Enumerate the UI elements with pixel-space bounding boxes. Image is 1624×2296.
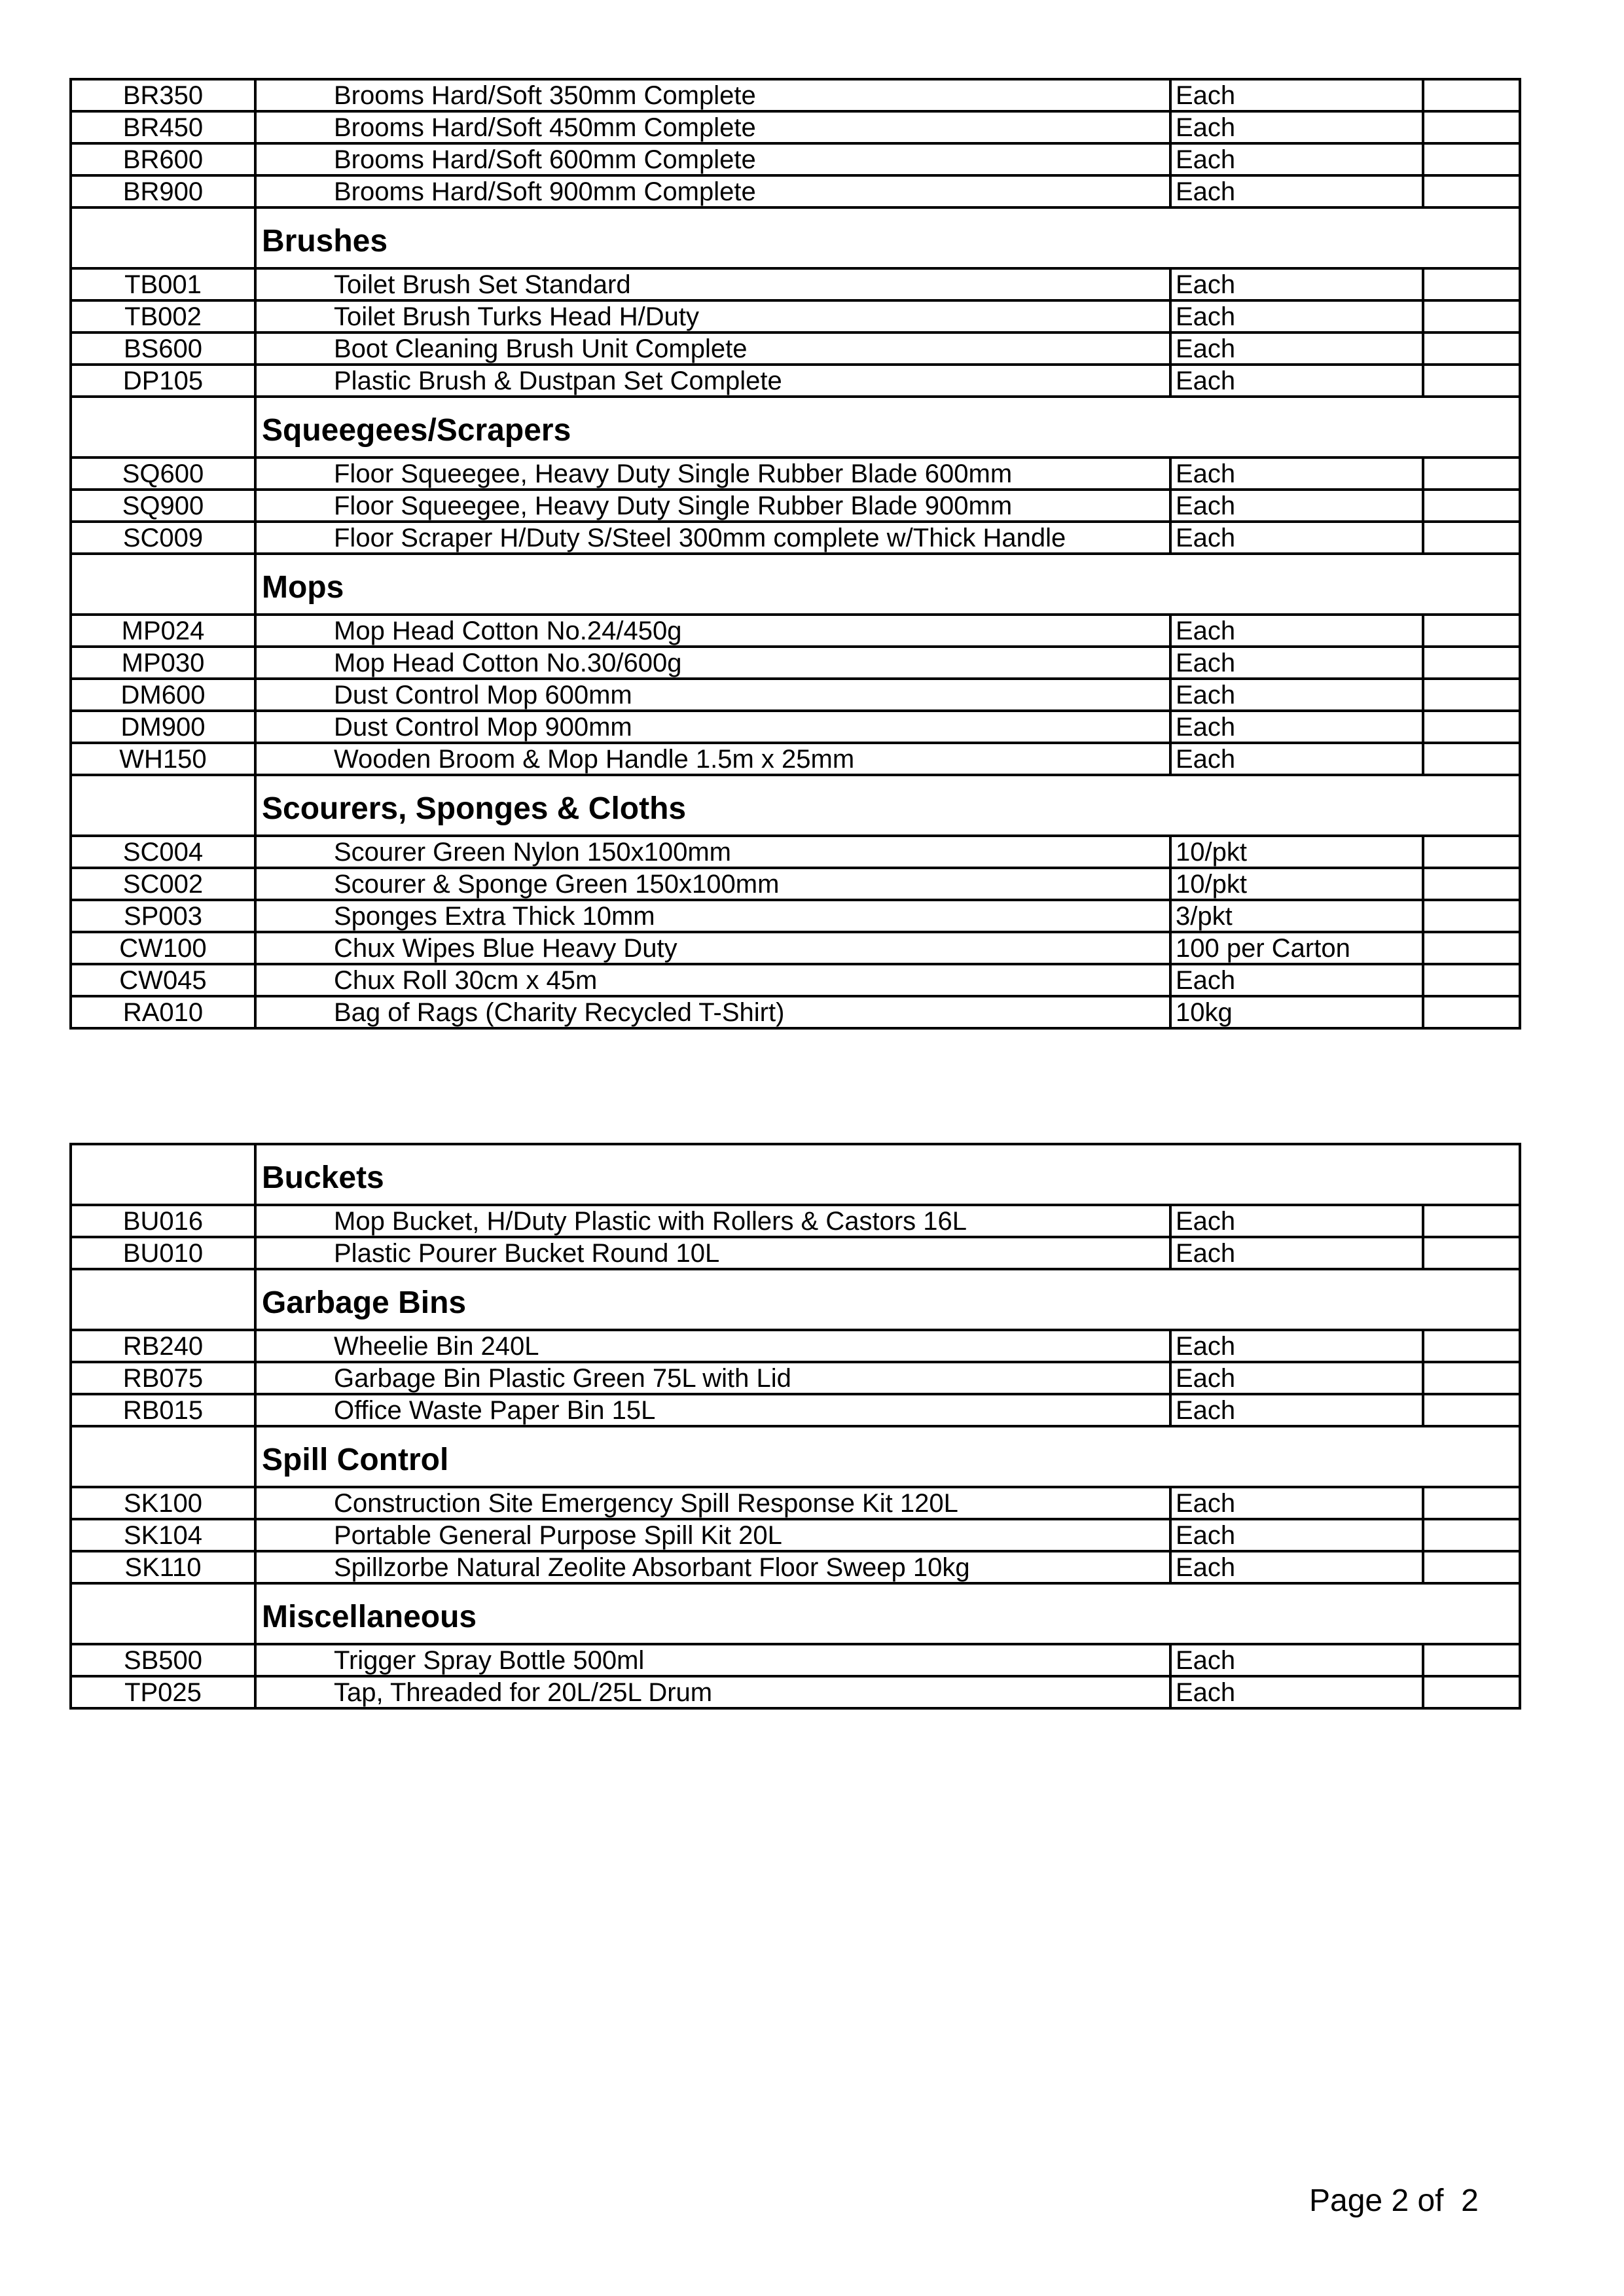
product-code-cell: BR900 [71,175,255,207]
unit-cell: Each [1170,1362,1423,1394]
page-number: Page 2 of 2 [1309,2183,1479,2218]
quantity-cell[interactable] [1423,964,1520,996]
table-row [71,300,1520,332]
product-code-cell: TB002 [71,300,255,332]
unit-cell: Each [1170,175,1423,207]
table-row [71,1237,1520,1269]
quantity-cell[interactable] [1423,868,1520,900]
unit-cell: 100 per Carton [1170,932,1423,964]
unit-cell: Each [1170,332,1423,365]
section-code-cell [71,1269,255,1330]
section-title: Mops [255,554,1520,615]
quantity-cell[interactable] [1423,365,1520,397]
table-row [71,836,1520,868]
product-code-cell: BS600 [71,332,255,365]
unit-cell: Each [1170,111,1423,143]
product-description-cell: Toilet Brush Set Standard [255,268,1170,300]
product-code-cell: MP030 [71,647,255,679]
section-code-cell [71,554,255,615]
product-code-cell: RA010 [71,996,255,1028]
table-row [71,743,1520,775]
product-code-cell: CW045 [71,964,255,996]
section-title: Brushes [255,207,1520,268]
quantity-cell[interactable] [1423,1330,1520,1362]
quantity-cell[interactable] [1423,836,1520,868]
table-row [71,996,1520,1028]
table-row [71,111,1520,143]
table-row [71,868,1520,900]
unit-cell: Each [1170,647,1423,679]
unit-cell: Each [1170,1330,1423,1362]
quantity-cell[interactable] [1423,711,1520,743]
table-row [71,1519,1520,1551]
product-description-cell: Brooms Hard/Soft 450mm Complete [255,111,1170,143]
section-header-row [71,1144,1520,1205]
product-code-cell: SC009 [71,522,255,554]
product-code-cell: SK110 [71,1551,255,1583]
product-description-cell: Sponges Extra Thick 10mm [255,900,1170,932]
unit-cell: 10/pkt [1170,868,1423,900]
quantity-cell[interactable] [1423,679,1520,711]
product-code-cell: TP025 [71,1676,255,1708]
product-code-cell: BR350 [71,79,255,111]
product-table-1 [69,78,1521,1030]
product-description-cell: Brooms Hard/Soft 600mm Complete [255,143,1170,175]
table-row [71,647,1520,679]
product-description-cell: Chux Wipes Blue Heavy Duty [255,932,1170,964]
product-description-cell: Floor Squeegee, Heavy Duty Single Rubber Blade 600mm [255,457,1170,490]
table-row [71,79,1520,111]
product-description-cell: Chux Roll 30cm x 45m [255,964,1170,996]
unit-cell: 10kg [1170,996,1423,1028]
table-row [71,615,1520,647]
unit-cell: Each [1170,1487,1423,1519]
product-description-cell: Mop Head Cotton No.24/450g [255,615,1170,647]
quantity-cell[interactable] [1423,300,1520,332]
product-description-cell: Plastic Pourer Bucket Round 10L [255,1237,1170,1269]
quantity-cell[interactable] [1423,79,1520,111]
product-code-cell: SC002 [71,868,255,900]
product-description-cell: Scourer Green Nylon 150x100mm [255,836,1170,868]
table-row [71,457,1520,490]
unit-cell: Each [1170,490,1423,522]
unit-cell: Each [1170,711,1423,743]
table-row [71,711,1520,743]
quantity-cell[interactable] [1423,490,1520,522]
table-row [71,1394,1520,1426]
table-row [71,900,1520,932]
product-code-cell: DM600 [71,679,255,711]
product-description-cell: Office Waste Paper Bin 15L [255,1394,1170,1426]
product-table-2 [69,1143,1521,1710]
product-code-cell: SQ600 [71,457,255,490]
quantity-cell[interactable] [1423,932,1520,964]
unit-cell: 3/pkt [1170,900,1423,932]
section-header-row [71,775,1520,836]
table-row [71,490,1520,522]
unit-cell: Each [1170,1237,1423,1269]
product-description-cell: Scourer & Sponge Green 150x100mm [255,868,1170,900]
quantity-cell[interactable] [1423,1487,1520,1519]
quantity-cell[interactable] [1423,111,1520,143]
table-row [71,1676,1520,1708]
unit-cell: Each [1170,79,1423,111]
quantity-cell[interactable] [1423,647,1520,679]
unit-cell: Each [1170,1676,1423,1708]
quantity-cell[interactable] [1423,1551,1520,1583]
table-row [71,268,1520,300]
unit-cell: Each [1170,1644,1423,1676]
table-row [71,932,1520,964]
product-description-cell: Mop Head Cotton No.30/600g [255,647,1170,679]
quantity-cell[interactable] [1423,1644,1520,1676]
quantity-cell[interactable] [1423,615,1520,647]
unit-cell: Each [1170,1394,1423,1426]
product-code-cell: TB001 [71,268,255,300]
product-code-cell: RB240 [71,1330,255,1362]
table-row [71,1330,1520,1362]
section-header-row [71,397,1520,457]
quantity-cell[interactable] [1423,457,1520,490]
product-description-cell: Trigger Spray Bottle 500ml [255,1644,1170,1676]
section-title: Miscellaneous [255,1583,1520,1644]
table-row [71,1487,1520,1519]
product-code-cell: RB015 [71,1394,255,1426]
unit-cell: Each [1170,457,1423,490]
section-code-cell [71,1583,255,1644]
product-code-cell: BU016 [71,1205,255,1237]
product-description-cell: Brooms Hard/Soft 350mm Complete [255,79,1170,111]
quantity-cell[interactable] [1423,175,1520,207]
unit-cell: 10/pkt [1170,836,1423,868]
product-code-cell: SB500 [71,1644,255,1676]
unit-cell: Each [1170,143,1423,175]
product-description-cell: Garbage Bin Plastic Green 75L with Lid [255,1362,1170,1394]
table-row [71,332,1520,365]
quantity-cell[interactable] [1423,996,1520,1028]
section-header-row [71,207,1520,268]
table-row [71,1644,1520,1676]
unit-cell: Each [1170,300,1423,332]
product-code-cell: BU010 [71,1237,255,1269]
section-header-row [71,1583,1520,1644]
section-code-cell [71,207,255,268]
product-code-cell: DM900 [71,711,255,743]
product-description-cell: Dust Control Mop 900mm [255,711,1170,743]
section-code-cell [71,775,255,836]
quantity-cell[interactable] [1423,1519,1520,1551]
table-row [71,522,1520,554]
product-code-cell: SK104 [71,1519,255,1551]
product-description-cell: Plastic Brush & Dustpan Set Complete [255,365,1170,397]
section-title: Buckets [255,1144,1520,1205]
quantity-cell[interactable] [1423,268,1520,300]
product-description-cell: Spillzorbe Natural Zeolite Absorbant Floor Sweep 10kg [255,1551,1170,1583]
table-row [71,964,1520,996]
quantity-cell[interactable] [1423,1237,1520,1269]
product-description-cell: Construction Site Emergency Spill Response Kit 120L [255,1487,1170,1519]
table-row [71,365,1520,397]
product-code-cell: SK100 [71,1487,255,1519]
unit-cell: Each [1170,615,1423,647]
quantity-cell[interactable] [1423,522,1520,554]
quantity-cell[interactable] [1423,743,1520,775]
product-description-cell: Boot Cleaning Brush Unit Complete [255,332,1170,365]
table-row [71,1551,1520,1583]
product-description-cell: Tap, Threaded for 20L/25L Drum [255,1676,1170,1708]
product-code-cell: RB075 [71,1362,255,1394]
product-code-cell: DP105 [71,365,255,397]
product-code-cell: BR600 [71,143,255,175]
unit-cell: Each [1170,1205,1423,1237]
quantity-cell[interactable] [1423,900,1520,932]
quantity-cell[interactable] [1423,332,1520,365]
section-title: Spill Control [255,1426,1520,1487]
unit-cell: Each [1170,1551,1423,1583]
table-row [71,175,1520,207]
section-header-row [71,1269,1520,1330]
product-code-cell: SC004 [71,836,255,868]
quantity-cell[interactable] [1423,1205,1520,1237]
section-title: Squeegees/Scrapers [255,397,1520,457]
quantity-cell[interactable] [1423,1362,1520,1394]
product-table-body [71,79,1520,1028]
unit-cell: Each [1170,743,1423,775]
section-code-cell [71,1144,255,1205]
product-code-cell: MP024 [71,615,255,647]
unit-cell: Each [1170,268,1423,300]
unit-cell: Each [1170,365,1423,397]
unit-cell: Each [1170,1519,1423,1551]
product-description-cell: Floor Squeegee, Heavy Duty Single Rubber Blade 900mm [255,490,1170,522]
product-description-cell: Dust Control Mop 600mm [255,679,1170,711]
table-row [71,1205,1520,1237]
product-code-cell: SP003 [71,900,255,932]
unit-cell: Each [1170,679,1423,711]
product-code-cell: SQ900 [71,490,255,522]
product-description-cell: Portable General Purpose Spill Kit 20L [255,1519,1170,1551]
product-description-cell: Toilet Brush Turks Head H/Duty [255,300,1170,332]
product-description-cell: Bag of Rags (Charity Recycled T-Shirt) [255,996,1170,1028]
product-code-cell: BR450 [71,111,255,143]
product-code-cell: WH150 [71,743,255,775]
product-table-body [71,1144,1520,1708]
quantity-cell[interactable] [1423,143,1520,175]
unit-cell: Each [1170,964,1423,996]
table-row [71,1362,1520,1394]
unit-cell: Each [1170,522,1423,554]
product-description-cell: Floor Scraper H/Duty S/Steel 300mm complete w/Thick Handle [255,522,1170,554]
product-description-cell: Mop Bucket, H/Duty Plastic with Rollers & Castors 16L [255,1205,1170,1237]
product-description-cell: Wooden Broom & Mop Handle 1.5m x 25mm [255,743,1170,775]
quantity-cell[interactable] [1423,1394,1520,1426]
table-row [71,679,1520,711]
section-header-row [71,1426,1520,1487]
quantity-cell[interactable] [1423,1676,1520,1708]
section-code-cell [71,397,255,457]
product-code-cell: CW100 [71,932,255,964]
table-row [71,143,1520,175]
section-header-row [71,554,1520,615]
section-code-cell [71,1426,255,1487]
section-title: Garbage Bins [255,1269,1520,1330]
product-description-cell: Wheelie Bin 240L [255,1330,1170,1362]
product-description-cell: Brooms Hard/Soft 900mm Complete [255,175,1170,207]
section-title: Scourers, Sponges & Cloths [255,775,1520,836]
